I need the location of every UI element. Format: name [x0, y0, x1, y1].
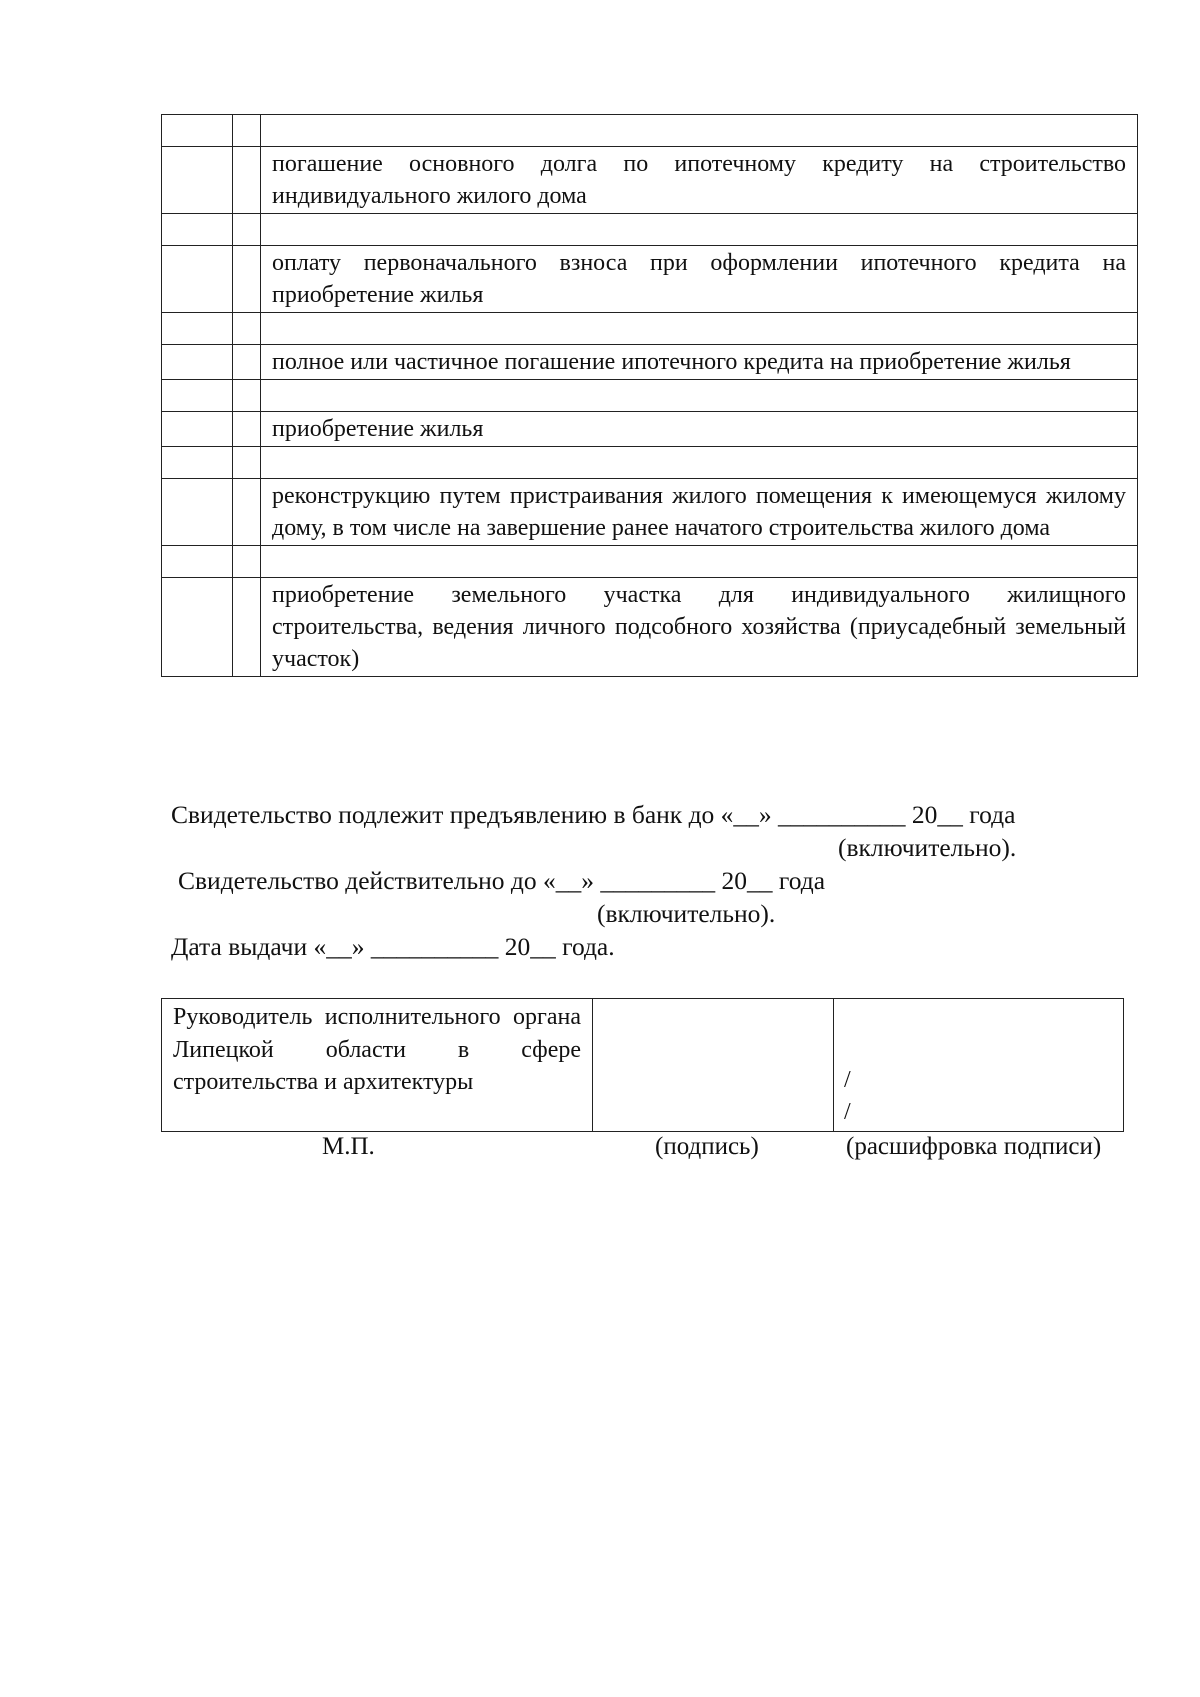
checkbox-cell [233, 345, 261, 380]
purpose-text-cell [261, 214, 1138, 246]
number-cell [162, 447, 233, 479]
purpose-table-body [162, 115, 1138, 677]
checkbox-cell [233, 380, 261, 412]
purpose-text-cell [261, 313, 1138, 345]
stamp-label: М.П. [322, 1133, 375, 1160]
checkbox-cell [233, 115, 261, 147]
table-spacer-row [162, 214, 1138, 246]
number-cell [162, 147, 233, 214]
number-cell [162, 412, 233, 447]
number-cell [162, 214, 233, 246]
table-row [162, 578, 1138, 677]
number-cell [162, 578, 233, 677]
purpose-text-cell: погашение основного долга по ипотечному кредиту на строительство индивидуального жилого дома [261, 147, 1138, 214]
checkbox-cell [233, 313, 261, 345]
checkbox-cell [233, 412, 261, 447]
bank-deadline-line: Свидетельство подлежит предъявлению в банк до «__» __________ 20__ года [171, 800, 1016, 829]
number-cell [162, 313, 233, 345]
table-spacer-row [162, 115, 1138, 147]
table-row [162, 412, 1138, 447]
signature-field [593, 999, 834, 1132]
purpose-text-cell [261, 115, 1138, 147]
signature-row [162, 999, 1124, 1132]
bank-deadline-inclusive: (включительно). [838, 833, 1017, 862]
purpose-table [161, 114, 1138, 677]
table-row [162, 479, 1138, 546]
purpose-text-cell: оплату первоначального взноса при оформлении ипотечного кредита на приобретение жилья [261, 246, 1138, 313]
signature-decode-field [834, 999, 1124, 1132]
signature-label: (подпись) [655, 1133, 759, 1160]
validity-inclusive: (включительно). [597, 899, 776, 928]
checkbox-cell [233, 214, 261, 246]
checkbox-cell [233, 578, 261, 677]
purpose-text-cell: полное или частичное погашение ипотечного кредита на приобретение жилья [261, 345, 1138, 380]
table-spacer-row [162, 380, 1138, 412]
slash-mark-2: / [844, 1099, 851, 1125]
number-cell [162, 546, 233, 578]
checkbox-cell [233, 447, 261, 479]
checkbox-cell [233, 246, 261, 313]
checkbox-cell [233, 479, 261, 546]
table-row [162, 246, 1138, 313]
slash-mark-1: / [844, 1067, 851, 1093]
signature-table [161, 998, 1124, 1132]
official-position: Руководитель исполнительного органа Липецкой области в сфере строительства и архитектуры [162, 999, 593, 1132]
number-cell [162, 479, 233, 546]
purpose-text-cell [261, 447, 1138, 479]
number-cell [162, 115, 233, 147]
table-spacer-row [162, 313, 1138, 345]
purpose-text-cell: приобретение земельного участка для индивидуального жилищного строительства, ведения личного подсобного хозяйства (приусадебный земельный участок) [261, 578, 1138, 677]
issue-date-line: Дата выдачи «__» __________ 20__ года. [171, 932, 615, 961]
purpose-text-cell [261, 380, 1138, 412]
checkbox-cell [233, 546, 261, 578]
signature-decode-label: (расшифровка подписи) [846, 1133, 1102, 1160]
purpose-text-cell: реконструкцию путем пристраивания жилого помещения к имеющемуся жилому дому, в том числе на завершение ранее начатого строительства жилого дома [261, 479, 1138, 546]
checkbox-cell [233, 147, 261, 214]
number-cell [162, 380, 233, 412]
table-row [162, 147, 1138, 214]
number-cell [162, 345, 233, 380]
validity-line: Свидетельство действительно до «__» _________ 20__ года [178, 866, 826, 895]
table-spacer-row [162, 447, 1138, 479]
table-spacer-row [162, 546, 1138, 578]
purpose-text-cell [261, 546, 1138, 578]
number-cell [162, 246, 233, 313]
purpose-text-cell: приобретение жилья [261, 412, 1138, 447]
table-row [162, 345, 1138, 380]
